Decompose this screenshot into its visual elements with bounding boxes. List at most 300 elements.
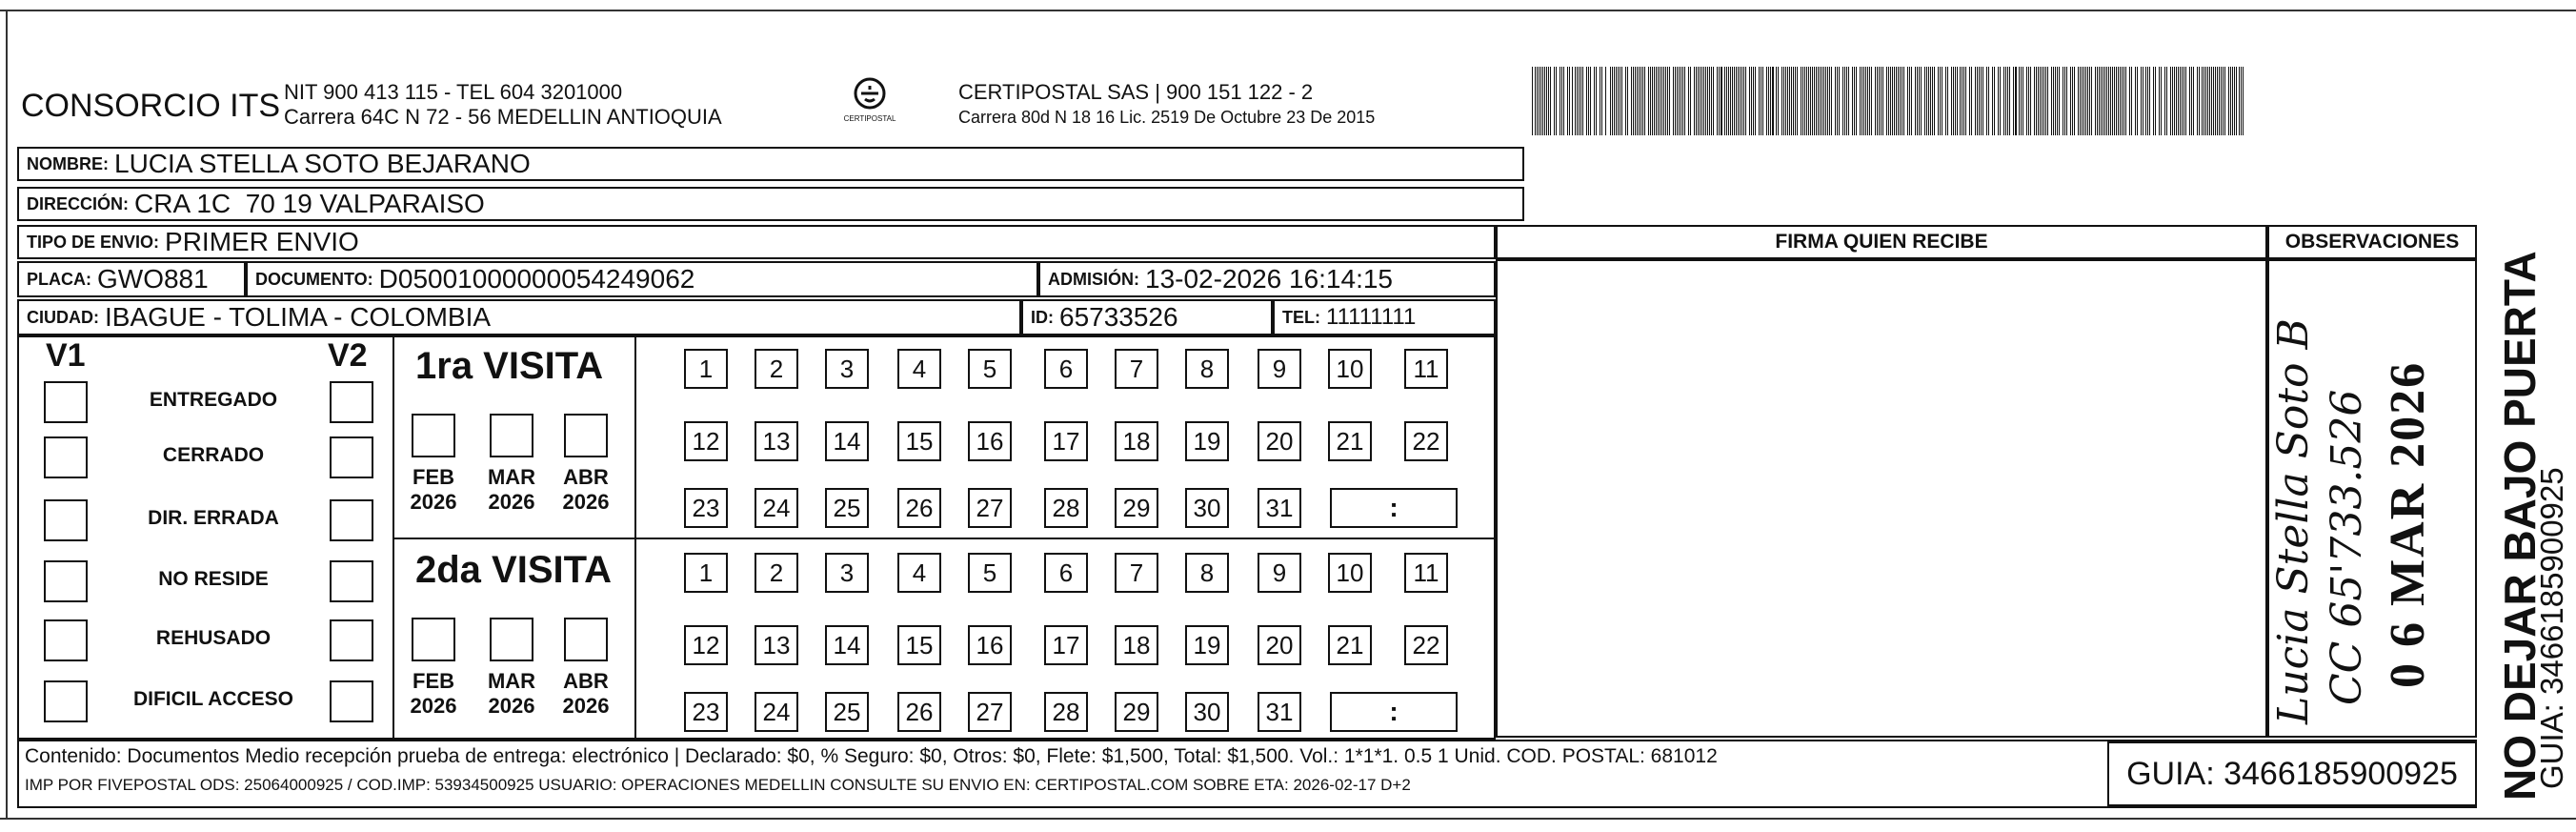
day-box[interactable]: 20	[1258, 421, 1301, 461]
status-label: NO RESIDE	[158, 568, 269, 590]
barcode-bar	[1762, 67, 1763, 135]
barcode-bar	[1741, 67, 1742, 135]
barcode-bar	[2036, 67, 2037, 135]
day-box[interactable]: 13	[755, 421, 798, 461]
barcode-bar	[1663, 67, 1664, 135]
barcode-bar	[1882, 67, 1883, 135]
barcode-bar	[1588, 67, 1589, 135]
placa-cell	[17, 261, 246, 297]
barcode-bar	[1994, 67, 1995, 135]
barcode-bar	[2180, 67, 2181, 135]
day-box[interactable]: 8	[1185, 553, 1229, 593]
barcode-bar	[2082, 67, 2083, 135]
day-box[interactable]: 26	[897, 692, 941, 732]
barcode-bar	[1932, 67, 1933, 135]
barcode-bar	[1658, 67, 1659, 135]
barcode-bar	[1667, 67, 1668, 135]
barcode-bar	[1789, 67, 1790, 135]
signature-area[interactable]	[1496, 259, 2267, 738]
day-box[interactable]: 1	[684, 349, 728, 389]
barcode-bar	[2066, 67, 2067, 135]
barcode-bar	[1808, 67, 1809, 135]
barcode-bar	[1909, 67, 1910, 135]
day-box[interactable]: 25	[825, 692, 869, 732]
day-box[interactable]: 26	[897, 488, 941, 528]
company-info	[284, 80, 722, 130]
day-box[interactable]: 30	[1185, 488, 1229, 528]
barcode-bar	[1700, 67, 1701, 135]
day-box[interactable]: 15	[897, 421, 941, 461]
barcode-bar	[1713, 67, 1714, 135]
v2-checkbox[interactable]	[330, 560, 373, 602]
time-box[interactable]: :	[1330, 692, 1458, 732]
day-box[interactable]: 22	[1404, 421, 1448, 461]
time-box[interactable]: :	[1330, 488, 1458, 528]
month-checkbox[interactable]	[490, 618, 533, 661]
barcode-bar	[1821, 67, 1822, 135]
barcode-bar	[1759, 67, 1760, 135]
barcode-bar	[1550, 67, 1551, 135]
visit-title: 1ra VISITA	[415, 345, 604, 387]
barcode-bar	[1917, 67, 1918, 135]
barcode-bar	[1586, 67, 1587, 135]
barcode-bar	[1795, 67, 1796, 135]
v2-checkbox[interactable]	[330, 680, 373, 722]
barcode-bar	[2122, 67, 2123, 135]
barcode-bar	[2236, 67, 2237, 135]
barcode-bar	[1711, 67, 1712, 135]
barcode-bar	[2040, 67, 2041, 135]
v1-label: V1	[46, 337, 86, 374]
month-name: MAR	[487, 669, 536, 693]
barcode-bar	[2182, 67, 2183, 135]
month-name: FEB	[413, 465, 454, 489]
barcode-bar	[2087, 67, 2088, 135]
barcode-bar	[2170, 67, 2171, 135]
day-box[interactable]: 6	[1044, 553, 1088, 593]
tipo-value: PRIMER ENVIO	[165, 227, 359, 256]
barcode-bar	[2199, 67, 2200, 135]
day-box[interactable]: 30	[1185, 692, 1229, 732]
v2-checkbox[interactable]	[330, 619, 373, 661]
day-box[interactable]: 27	[968, 488, 1012, 528]
barcode-bar	[1816, 67, 1817, 135]
month-name: ABR	[563, 465, 609, 489]
day-box[interactable]: 28	[1044, 692, 1088, 732]
month-checkbox[interactable]	[412, 618, 455, 661]
month-label	[400, 465, 467, 515]
v2-checkbox[interactable]	[330, 499, 373, 541]
barcode-bar	[2110, 67, 2111, 135]
barcode-bar	[2232, 67, 2233, 135]
day-box[interactable]: 27	[968, 692, 1012, 732]
barcode-bar	[1992, 67, 1993, 135]
v1-checkbox[interactable]	[44, 560, 88, 602]
day-box[interactable]: 22	[1404, 625, 1448, 665]
barcode-bar	[2028, 67, 2029, 135]
day-box[interactable]: 3	[825, 349, 869, 389]
barcode-bar	[1661, 67, 1662, 135]
day-box[interactable]: 17	[1044, 421, 1088, 461]
barcode-bar	[2114, 67, 2115, 135]
day-box[interactable]: 7	[1115, 349, 1158, 389]
barcode-bar	[2243, 67, 2244, 135]
barcode-bar	[1844, 67, 1845, 135]
day-box[interactable]: 31	[1258, 692, 1301, 732]
barcode-bar	[1605, 67, 1606, 135]
day-box[interactable]: 18	[1115, 625, 1158, 665]
day-box[interactable]: 4	[897, 553, 941, 593]
barcode-bar	[1721, 67, 1722, 135]
barcode-bar	[2239, 67, 2240, 135]
barcode-bar	[1625, 67, 1626, 135]
v1-checkbox[interactable]	[44, 499, 88, 541]
barcode-bar	[1675, 67, 1676, 135]
barcode-bar	[1544, 67, 1545, 135]
day-box[interactable]: 24	[755, 692, 798, 732]
day-box[interactable]: 5	[968, 349, 1012, 389]
month-label	[553, 669, 619, 719]
handwritten-name: Lucia Stella Soto B	[2269, 318, 2318, 724]
barcode-bar	[1827, 67, 1828, 135]
day-box[interactable]: 11	[1404, 349, 1448, 389]
barcode-bar	[1740, 67, 1741, 135]
barcode-bar	[1743, 67, 1744, 135]
v1-checkbox[interactable]	[44, 436, 88, 478]
barcode-bar	[2007, 67, 2008, 135]
barcode-bar	[2137, 67, 2138, 135]
company-address: Carrera 64C N 72 - 56 MEDELLIN ANTIOQUIA	[284, 105, 722, 129]
barcode-bar	[1894, 67, 1895, 135]
barcode-bar	[1881, 67, 1882, 135]
barcode-bar	[1778, 67, 1779, 135]
month-checkbox[interactable]	[564, 414, 608, 457]
admision-value: 13-02-2026 16:14:15	[1145, 264, 1393, 294]
barcode-bar	[1865, 67, 1866, 135]
barcode-bar	[1848, 67, 1849, 135]
barcode-bar	[1572, 67, 1573, 135]
barcode-bar	[1947, 67, 1948, 135]
barcode-bar	[1567, 67, 1568, 135]
day-box[interactable]: 29	[1115, 488, 1158, 528]
day-box[interactable]: 11	[1404, 553, 1448, 593]
barcode-bar	[1642, 67, 1643, 135]
day-box[interactable]: 1	[684, 553, 728, 593]
barcode-bar	[2042, 67, 2043, 135]
barcode-bar	[1579, 67, 1580, 135]
v2-checkbox[interactable]	[330, 436, 373, 478]
day-box[interactable]: 10	[1328, 349, 1372, 389]
barcode-bar	[1945, 67, 1946, 135]
barcode-bar	[1627, 67, 1628, 135]
ciudad-value: IBAGUE - TOLIMA - COLOMBIA	[105, 302, 492, 332]
day-box[interactable]: 9	[1258, 349, 1301, 389]
status-label: CERRADO	[162, 444, 265, 466]
footer-guia: GUIA: 3466185900925	[2107, 741, 2477, 806]
month-year: 2026	[488, 694, 535, 718]
day-box[interactable]: 12	[684, 625, 728, 665]
day-box[interactable]: 23	[684, 692, 728, 732]
day-box[interactable]: 17	[1044, 625, 1088, 665]
barcode-bar	[1860, 67, 1861, 135]
barcode-bar	[1656, 67, 1657, 135]
visit-title: 2da VISITA	[415, 549, 612, 591]
barcode-bar	[1981, 67, 1982, 135]
barcode-bar	[1919, 67, 1920, 135]
barcode-bar	[1839, 67, 1840, 135]
barcode-bar	[1701, 67, 1702, 135]
barcode-bar	[1690, 67, 1691, 135]
barcode-bar	[1703, 67, 1704, 135]
day-box[interactable]: 9	[1258, 553, 1301, 593]
barcode-bar	[1677, 67, 1678, 135]
barcode-bar	[1569, 67, 1570, 135]
v1-checkbox[interactable]	[44, 381, 88, 423]
barcode-bar	[1835, 67, 1836, 135]
barcode-bar	[1928, 67, 1929, 135]
barcode-bar	[1988, 67, 1989, 135]
month-checkbox[interactable]	[490, 414, 533, 457]
barcode-bar	[1856, 67, 1857, 135]
barcode-bar	[2149, 67, 2150, 135]
barcode-bar	[1610, 67, 1611, 135]
barcode-bar	[2101, 67, 2102, 135]
certipostal-info	[958, 80, 1375, 130]
barcode-bar	[1998, 67, 1999, 135]
barcode-bar	[1810, 67, 1811, 135]
barcode-bar	[2217, 67, 2218, 135]
barcode-bar	[1823, 67, 1824, 135]
barcode-bar	[1825, 67, 1826, 135]
barcode-bar	[2021, 67, 2022, 135]
barcode-bar	[1955, 67, 1956, 135]
day-box[interactable]: 13	[755, 625, 798, 665]
barcode-bar	[2155, 67, 2156, 135]
day-box[interactable]: 7	[1115, 553, 1158, 593]
barcode-bar	[1694, 67, 1695, 135]
barcode-bar	[2059, 67, 2060, 135]
barcode-bar	[1637, 67, 1638, 135]
day-box[interactable]: 5	[968, 553, 1012, 593]
barcode-bar	[1594, 67, 1595, 135]
barcode-bar	[2009, 67, 2010, 135]
v2-label: V2	[328, 337, 368, 374]
barcode-bar	[1734, 67, 1735, 135]
day-box[interactable]: 12	[684, 421, 728, 461]
barcode-bar	[1614, 67, 1615, 135]
barcode-bar	[2106, 67, 2107, 135]
day-box[interactable]: 21	[1328, 421, 1372, 461]
month-checkbox[interactable]	[412, 414, 455, 457]
ciudad-label: CIUDAD:	[27, 307, 99, 327]
barcode-bar	[2118, 67, 2119, 135]
barcode-bar	[2207, 67, 2208, 135]
day-box[interactable]: 20	[1258, 625, 1301, 665]
day-box[interactable]: 8	[1185, 349, 1229, 389]
barcode-bar	[2038, 67, 2039, 135]
barcode-bar	[1797, 67, 1798, 135]
day-box[interactable]: 6	[1044, 349, 1088, 389]
barcode-bar	[1537, 67, 1538, 135]
month-name: FEB	[413, 669, 454, 693]
barcode-bar	[1776, 67, 1777, 135]
barcode-bar	[2211, 67, 2212, 135]
barcode-bar	[1837, 67, 1838, 135]
barcode-bar	[1814, 67, 1815, 135]
barcode-bar	[2051, 67, 2052, 135]
barcode-bar	[1532, 67, 1533, 135]
barcode-bar	[2097, 67, 2098, 135]
barcode-bar	[1745, 67, 1746, 135]
barcode-bar	[1679, 67, 1680, 135]
day-box[interactable]: 3	[825, 553, 869, 593]
barcode-bar	[2099, 67, 2100, 135]
barcode-bar	[2224, 67, 2225, 135]
certipostal-address: Carrera 80d N 18 16 Lic. 2519 De Octubre 23 De 2015	[958, 108, 1376, 127]
day-box[interactable]: 2	[755, 553, 798, 593]
day-box[interactable]: 4	[897, 349, 941, 389]
day-box[interactable]: 14	[825, 625, 869, 665]
barcode-bar	[1852, 67, 1853, 135]
barcode-bar	[1535, 67, 1536, 135]
month-year: 2026	[562, 694, 610, 718]
v2-checkbox[interactable]	[330, 381, 373, 423]
company-name: CONSORCIO ITS	[21, 88, 281, 124]
day-box[interactable]: 29	[1115, 692, 1158, 732]
barcode-bar	[2072, 67, 2073, 135]
day-box[interactable]: 19	[1185, 421, 1229, 461]
barcode-bar	[1877, 67, 1878, 135]
barcode-bar	[1648, 67, 1649, 135]
barcode-bar	[1871, 67, 1872, 135]
barcode-bar	[1951, 67, 1952, 135]
barcode-bar	[1903, 67, 1904, 135]
barcode-bar	[1669, 67, 1670, 135]
barcode-bar	[1938, 67, 1939, 135]
barcode-bar	[1806, 67, 1807, 135]
barcode-bar	[2129, 67, 2130, 135]
day-box[interactable]: 21	[1328, 625, 1372, 665]
nit-line: NIT 900 413 115 - TEL 604 3201000	[284, 80, 623, 104]
day-box[interactable]: 14	[825, 421, 869, 461]
barcode-bar	[1896, 67, 1897, 135]
day-box[interactable]: 15	[897, 625, 941, 665]
day-box[interactable]: 10	[1328, 553, 1372, 593]
day-box[interactable]: 23	[684, 488, 728, 528]
barcode-bar	[2172, 67, 2173, 135]
barcode-bar	[1963, 67, 1964, 135]
barcode-bar	[2083, 67, 2084, 135]
day-box[interactable]: 19	[1185, 625, 1229, 665]
barcode-bar	[1719, 67, 1720, 135]
barcode-bar	[1930, 67, 1931, 135]
barcode-bar	[2078, 67, 2079, 135]
barcode-bar	[1654, 67, 1655, 135]
barcode-bar	[1986, 67, 1987, 135]
month-year: 2026	[410, 694, 457, 718]
barcode-bar	[1542, 67, 1543, 135]
barcode-bar	[1888, 67, 1889, 135]
id-value: 65733526	[1059, 302, 1178, 332]
barcode-bar	[1635, 67, 1636, 135]
day-box[interactable]: 16	[968, 625, 1012, 665]
month-label	[553, 465, 619, 515]
barcode-bar	[1621, 67, 1622, 135]
barcode-bar	[1726, 67, 1727, 135]
barcode-bar	[1907, 67, 1908, 135]
barcode-bar	[1618, 67, 1619, 135]
day-box[interactable]: 25	[825, 488, 869, 528]
barcode-bar	[2047, 67, 2048, 135]
barcode-bar	[1650, 67, 1651, 135]
day-box[interactable]: 2	[755, 349, 798, 389]
barcode-bar	[2176, 67, 2177, 135]
footer-imp: IMP POR FIVEPOSTAL ODS: 25064000925 / COD.IMP: 53934500925 USUARIO: OPERACIONES MEDELLIN CONSULTE SU ENVIO EN: CERTIPOSTAL.COM SOBRE ETA: 2026-02-17 D+2	[25, 776, 1411, 794]
handwritten-cc: CC 65'733.526	[2323, 389, 2371, 705]
visit-divider	[392, 538, 1496, 539]
month-checkbox[interactable]	[564, 618, 608, 661]
barcode-bar	[2159, 67, 2160, 135]
barcode-bar	[1554, 67, 1555, 135]
barcode-bar	[1556, 67, 1557, 135]
v1-checkbox[interactable]	[44, 680, 88, 722]
barcode-bar	[1561, 67, 1562, 135]
day-box[interactable]: 28	[1044, 488, 1088, 528]
barcode-bar	[1975, 67, 1976, 135]
barcode-bar	[1724, 67, 1725, 135]
barcode-bar	[1631, 67, 1632, 135]
barcode-bar	[1818, 67, 1819, 135]
documento-value: D05001000000054249062	[378, 264, 695, 294]
status-label: DIR. ERRADA	[148, 507, 279, 529]
id-label: ID:	[1031, 307, 1054, 327]
barcode-bar	[1791, 67, 1792, 135]
day-box[interactable]: 31	[1258, 488, 1301, 528]
documento-label: DOCUMENTO:	[255, 269, 373, 289]
logo-text: CERTIPOSTAL	[843, 114, 896, 123]
status-label: DIFICIL ACCESO	[132, 688, 293, 710]
barcode-bar	[2213, 67, 2214, 135]
firma-header: FIRMA QUIEN RECIBE	[1496, 225, 2267, 259]
barcode-bar	[2131, 67, 2132, 135]
barcode-bar	[1842, 67, 1843, 135]
barcode-bar	[2080, 67, 2081, 135]
v1-checkbox[interactable]	[44, 619, 88, 661]
barcode-bar	[1890, 67, 1891, 135]
direccion-value: CRA 1C 70 19 VALPARAISO	[134, 189, 485, 218]
day-box[interactable]: 24	[755, 488, 798, 528]
day-box[interactable]: 16	[968, 421, 1012, 461]
barcode-bar	[2026, 67, 2027, 135]
barcode-bar	[2104, 67, 2105, 135]
barcode-bar	[1781, 67, 1782, 135]
barcode-bar	[1732, 67, 1733, 135]
id-cell	[1021, 299, 1273, 335]
barcode-bar	[1705, 67, 1706, 135]
certipostal-logo	[838, 74, 901, 130]
barcode-bar	[1915, 67, 1916, 135]
barcode-bar	[2089, 67, 2090, 135]
barcode-bar	[1924, 67, 1925, 135]
month-year: 2026	[562, 490, 610, 514]
barcode-bar	[2123, 67, 2124, 135]
footer-contenido: Contenido: Documentos Medio recepción prueba de entrega: electrónico | Declarado: $0, % Seguro: $0, Otros: $0, Flete: $1,500, Total: $1,500. Vol.: 1*1*1. 0.5 1 Unid. COD. POSTAL: 681012	[25, 745, 1718, 767]
day-box[interactable]: 18	[1115, 421, 1158, 461]
ciudad-cell	[17, 299, 1021, 335]
barcode-bar	[2164, 67, 2165, 135]
barcode-bar	[1969, 67, 1970, 135]
barcode-bar	[1793, 67, 1794, 135]
